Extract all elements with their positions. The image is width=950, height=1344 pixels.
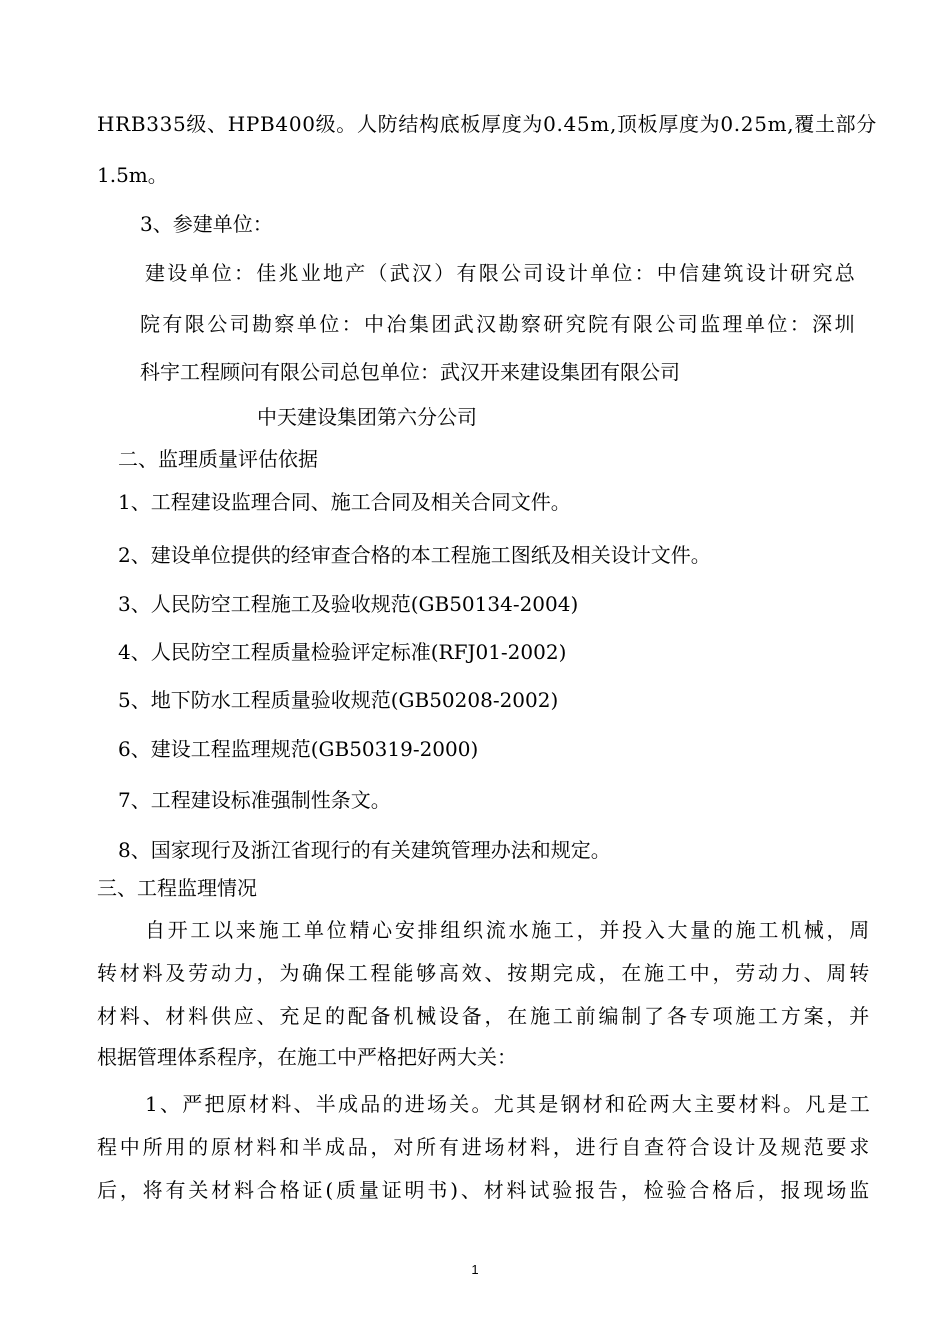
basis-item-8: 8、国家现行及浙江省现行的有关建筑管理办法和规定。: [118, 838, 611, 862]
participants-line-4: 中天建设集团第六分公司: [257, 405, 477, 429]
basis-item-7: 7、工程建设标准强制性条文。: [118, 788, 391, 812]
paragraph-1-line-4: 根据管理体系程序，在施工中严格把好两大关：: [97, 1045, 517, 1069]
participants-heading: 3、参建单位：: [140, 212, 273, 236]
paragraph-2-line-2: 程中所用的原材料和半成品，对所有进场材料，进行自查符合设计及规范要求: [97, 1135, 872, 1159]
basis-item-2: 2、建设单位提供的经审查合格的本工程施工图纸及相关设计文件。: [118, 543, 711, 567]
section-2-heading: 二、监理质量评估依据: [118, 447, 318, 471]
paragraph-1-line-1: 自开工以来施工单位精心安排组织流水施工，并投入大量的施工机械，周: [145, 918, 872, 942]
section-3-heading: 三、工程监理情况: [97, 876, 257, 900]
participants-line-2: 院有限公司勘察单位：中冶集团武汉勘察研究院有限公司监理单位：深圳: [140, 312, 857, 336]
basis-item-4: 4、人民防空工程质量检验评定标准(RFJ01-2002): [118, 640, 567, 664]
basis-item-3: 3、人民防空工程施工及验收规范(GB50134-2004): [118, 592, 579, 616]
paragraph-2-line-3: 后，将有关材料合格证(质量证明书)、材料试验报告，检验合格后，报现场监: [97, 1178, 872, 1202]
basis-item-6: 6、建设工程监理规范(GB50319-2000): [118, 737, 479, 761]
intro-line-1: HRB335级、HPB400级。人防结构底板厚度为0.45m,顶板厚度为0.25m,覆土部分: [97, 112, 877, 136]
page-number: 1: [471, 1262, 479, 1277]
basis-item-1: 1、工程建设监理合同、施工合同及相关合同文件。: [118, 490, 571, 514]
paragraph-1-line-3: 材料、材料供应、充足的配备机械设备，在施工前编制了各专项施工方案，并: [97, 1004, 872, 1028]
participants-line-1: 建设单位：佳兆业地产（武汉）有限公司设计单位：中信建筑设计研究总: [145, 261, 857, 285]
basis-item-5: 5、地下防水工程质量验收规范(GB50208-2002): [118, 688, 559, 712]
paragraph-2-line-1: 1、严把原材料、半成品的进场关。尤其是钢材和砼两大主要材料。凡是工: [145, 1092, 872, 1116]
intro-line-2: 1.5m。: [97, 163, 168, 187]
participants-line-3: 科宇工程顾问有限公司总包单位：武汉开来建设集团有限公司: [140, 360, 680, 384]
paragraph-1-line-2: 转材料及劳动力，为确保工程能够高效、按期完成，在施工中，劳动力、周转: [97, 961, 872, 985]
